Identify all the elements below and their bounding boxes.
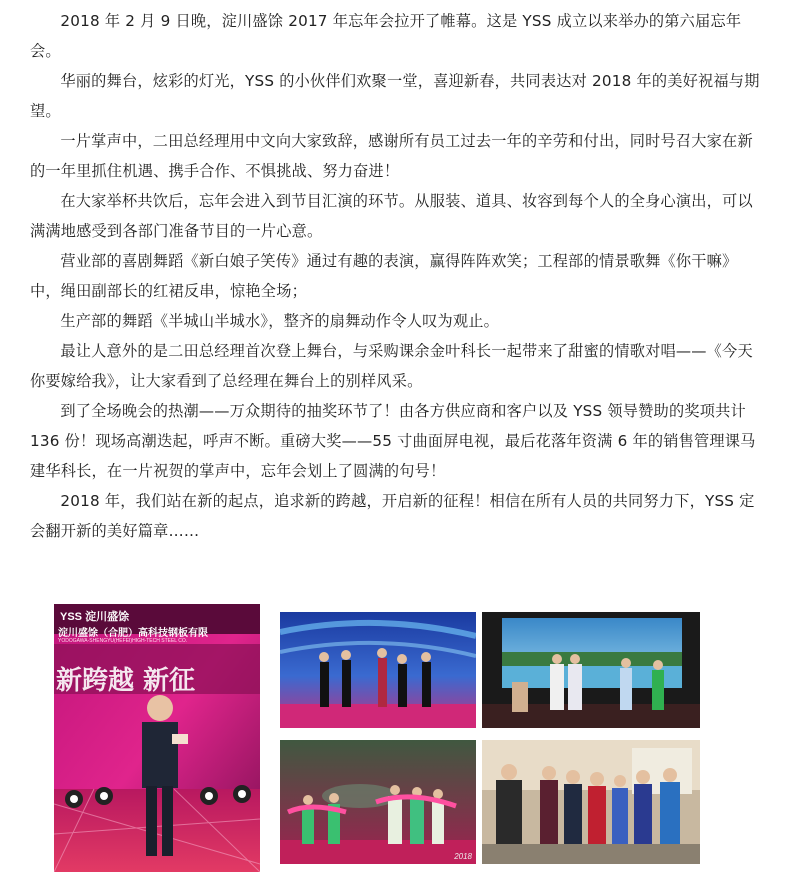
photo-fan-dance	[280, 740, 476, 864]
photo-duet-song	[482, 612, 700, 728]
paragraph: 2018 年，我们站在新的起点，追求新的跨越，开启新的征程！相信在所有人员的共同努力下，YSS 定会翻开新的美好篇章……	[30, 492, 755, 540]
paragraph: 生产部的舞蹈《半城山半城水》，整齐的扇舞动作令人叹为观止。	[60, 312, 500, 330]
paragraph: 2018 年 2 月 9 日晚，淀川盛馀 2017 年忘年会拉开了帷幕。这是 YSS 成立以来举办的第六届忘年会。	[30, 12, 742, 60]
photo-comedy-dance	[280, 612, 476, 728]
paragraph: 最让人意外的是二田总经理首次登上舞台，与采购课余金叶科长一起带来了甜蜜的情歌对唱——《今天你要嫁给我》，让大家看到了总经理在舞台上的别样风采。	[30, 342, 753, 390]
banner-slogan: 新跨越 新征	[56, 666, 196, 696]
photo-date-stamp: 2018	[454, 852, 472, 861]
paragraph: 在大家举杯共饮后，忘年会进入到节目汇演的环节。从服装、道具、妆容到每个人的全身心演出，可以满满地感受到各部门准备节目的一片心意。	[30, 192, 753, 240]
banner-logo: YSS 淀川盛馀	[60, 611, 130, 623]
paragraph: 一片掌声中，二田总经理用中文向大家致辞，感谢所有员工过去一年的辛劳和付出，同时号召大家在新的一年里抓住机遇、携手合作、不惧挑战、努力奋进！	[30, 132, 753, 180]
paragraph: 营业部的喜剧舞蹈《新白娘子笑传》通过有趣的表演，赢得阵阵欢笑；工程部的情景歌舞《你干嘛》中，绳田副部长的红裙反串，惊艳全场；	[30, 252, 738, 300]
photo-manager-speech	[54, 604, 260, 872]
banner-company-english: YODOGAWA-SHENGYU(HEFEI)HIGH-TECH STEEL CO.	[58, 638, 188, 644]
paragraph: 到了全场晚会的热潮——万众期待的抽奖环节了！由各方供应商和客户以及 YSS 领导赞助的奖项共计 136 份！现场高潮迭起，呼声不断。重磅大奖——55 寸曲面屏电视，最后花落年资满 6 年的销售管理课马建华科长，在一片祝贺的掌声中，忘年会划上了圆满的句号！	[30, 402, 756, 480]
photo-group-kimono	[482, 740, 700, 864]
banner-company-name: 淀川盛馀（合肥）高科技钢板有限	[58, 628, 208, 639]
paragraph: 华丽的舞台，炫彩的灯光，YSS 的小伙伴们欢聚一堂，喜迎新春，共同表达对 2018 年的美好祝福与期望。	[30, 72, 760, 120]
